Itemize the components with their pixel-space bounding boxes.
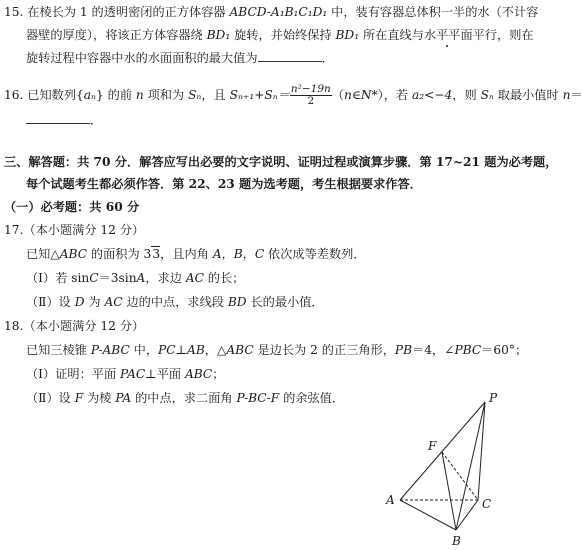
q16-line1: 16. 已知数列{aₙ} 的前 n 项和为 Sₙ，且 Sₙ₊₁+Sₙ＝ $\frac{\text{n²−19n}}{2}$ （n∈N*），若 a₂<−4，则 Sₙ 取最小值时 n＝ (4, 83, 583, 107)
label-P: P (489, 391, 498, 405)
cube-name: ABCD-A₁B₁C₁D₁ (229, 5, 328, 19)
q16-number: 16. (4, 88, 24, 102)
section-heading-2: 每个试题考生都必须作答．第 22、23 题为选考题，考生根据要求作答． (26, 177, 422, 191)
edge-FB (442, 452, 456, 530)
q15-line1: 15. 在棱长为 1 的透明密闭的正方体容器 ABCD-A₁B₁C₁D₁ 中，装有容器总体积一半的水（不计容 (4, 5, 539, 19)
q18-title: 18.（本小题满分 12 分） (4, 319, 145, 333)
q15-line3: 旋转过程中容器中水的水面面积的最大值为 ． (26, 51, 334, 65)
q17-part1: （Ⅰ）若 sinC＝3sinA，求边 AC 的长； (26, 271, 245, 285)
answer-blank (258, 50, 322, 62)
sqrt-3: 3 (152, 247, 161, 261)
fraction: $\frac{\text{n²−19n}}{2}$ (290, 83, 331, 107)
edge-PA (400, 402, 485, 500)
q18-part2: （Ⅱ）设 F 为棱 PA 的中点，求二面角 P-BC-F 的余弦值． (26, 391, 345, 405)
q16-answer: ． (26, 112, 102, 128)
q15-number: 15. (4, 5, 24, 19)
q18-part1: （Ⅰ）证明：平面 PAC⊥平面 ABC； (26, 367, 225, 381)
edge-FC-hidden (442, 452, 478, 500)
q15-line2: 器壁的厚度），将该正方体容器绕 BD₁ 旋转，并始终保持 BD₁ 所在直线与水平平面平行，则在 (26, 28, 534, 42)
section-subheading: （一）必考题：共 60 分 (4, 200, 140, 214)
section-heading: 三、解答题：共 70 分．解答应写出必要的文字说明、证明过程或演算步骤．第 17~21 题为必考题， (4, 155, 558, 169)
q18-body: 已知三棱锥 P-ABC 中，PC⊥AB，△ABC 是边长为 2 的正三角形，PB＝4，∠PBC＝60°； (26, 343, 528, 357)
edge-AB (400, 500, 456, 530)
q17-part2: （Ⅱ）设 D 为 AC 边的中点，求线段 BD 长的最小值． (26, 295, 324, 309)
q17-title: 17.（本小题满分 12 分） (4, 223, 145, 237)
label-B: B (452, 534, 461, 548)
answer-blank (26, 112, 90, 124)
pyramid-figure (380, 388, 510, 548)
q17-body: 已知△ABC 的面积为 33，且内角 A，B，C 依次成等差数列． (26, 247, 366, 261)
label-C: C (482, 497, 492, 511)
label-F: F (428, 439, 437, 453)
label-A: A (386, 493, 395, 507)
emphasis-dots: 水平平面 (423, 28, 473, 42)
